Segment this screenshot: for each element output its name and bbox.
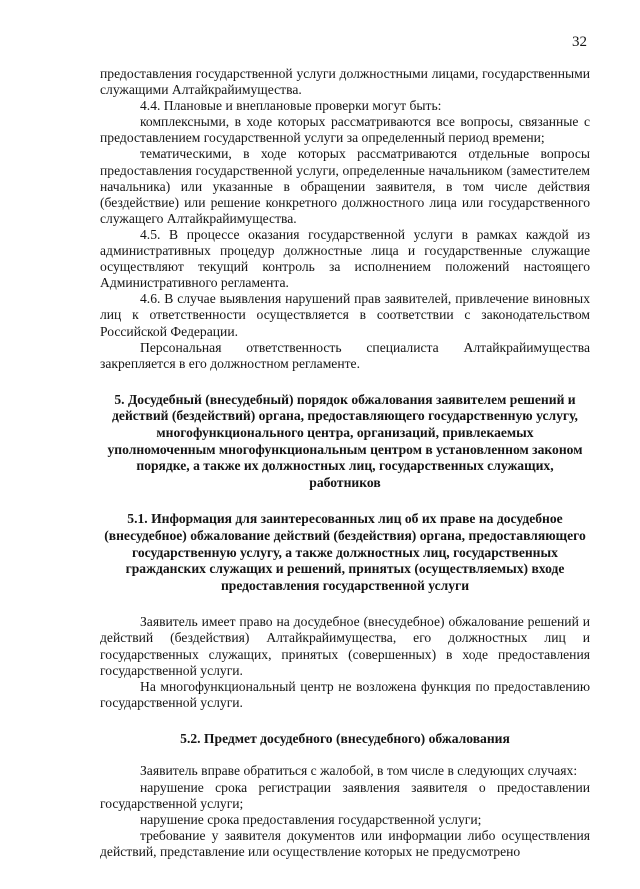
section-5-2-heading: 5.2. Предмет досудебного (внесудебного) обжалования [180,730,510,746]
paragraph: нарушение срока предоставления государственной услуги; [140,811,482,827]
page-number: 32 [572,34,587,50]
paragraph: предоставления государственной услуги должностными лицами, государственными служащими Алтайкрайимущества. [100,66,590,98]
paragraph: требование у заявителя документов или информации либо осуществления действий, представление или осуществление которых не предусмотрено [100,827,590,859]
paragraph: На многофункциональный центр не возложена функция по предоставлению государственной услуги. [100,678,590,710]
spacer [100,594,590,614]
paragraph: нарушение срока регистрации заявления заявителя о предоставлении государственной услуги; [100,779,590,811]
section-5-1-heading: 5.1. Информация для заинтересованных лиц об их праве на досудебное (внесудебное) обжалование действий (бездействия) органа, предоставляющего государственную услугу, а также должностных лиц, государственных гражданских служащих и решений, принятых (осуществляемых) входе предоставления государственной услуги [104,511,586,593]
paragraph: 4.4. Плановые и внеплановые проверки могут быть: [140,98,442,114]
paragraph: Персональная ответственность специалиста Алтайкрайимущества закрепляется в его должностном регламенте. [100,339,590,371]
page-content [100,66,590,860]
spacer [100,711,590,731]
paragraph: комплексными, в ходе которых рассматриваются все вопросы, связанные с предоставлением государственной услуги за определенный период времени; [100,114,590,146]
paragraph: Заявитель имеет право на досудебное (внесудебное) обжалование решений и действий (бездействия) Алтайкрайимущества, его должностных лиц и государственных служащих, принятых (совершенных) в ходе предоставления государственной услуги. [100,614,590,678]
section-5-heading: 5. Досудебный (внесудебный) порядок обжалования заявителем решений и действий (бездействий) органа, предоставляющего государственную услугу, многофункционального центра, организаций, привлекаемых уполномоченным многофункциональным центром в установленном законом порядке, а также их должностных лиц, государственных служащих, работников [107,391,583,490]
spacer [100,491,590,511]
paragraph: 4.6. В случае выявления нарушений прав заявителей, привлечение виновных лиц к ответственности осуществляется в соответствии с законодательством Российской Федерации. [100,291,590,339]
paragraph: Заявитель вправе обратиться с жалобой, в том числе в следующих случаях: [140,763,578,779]
paragraph: тематическими, в ходе которых рассматриваются отдельные вопросы предоставления государственной услуги, определенные начальником (заместителем начальника) или указанные в обращении заявителя, в том числе действия (бездействие) или решение конкретного должностного лица или государственного служащего Алтайкрайимущества. [100,146,590,226]
paragraph: 4.5. В процессе оказания государственной услуги в рамках каждой из административных процедур должностные лица и государственные служащие осуществляют текущий контроль за исполнением положений настоящего Административного регламента. [100,226,590,291]
spacer [100,372,590,392]
spacer [100,747,590,763]
